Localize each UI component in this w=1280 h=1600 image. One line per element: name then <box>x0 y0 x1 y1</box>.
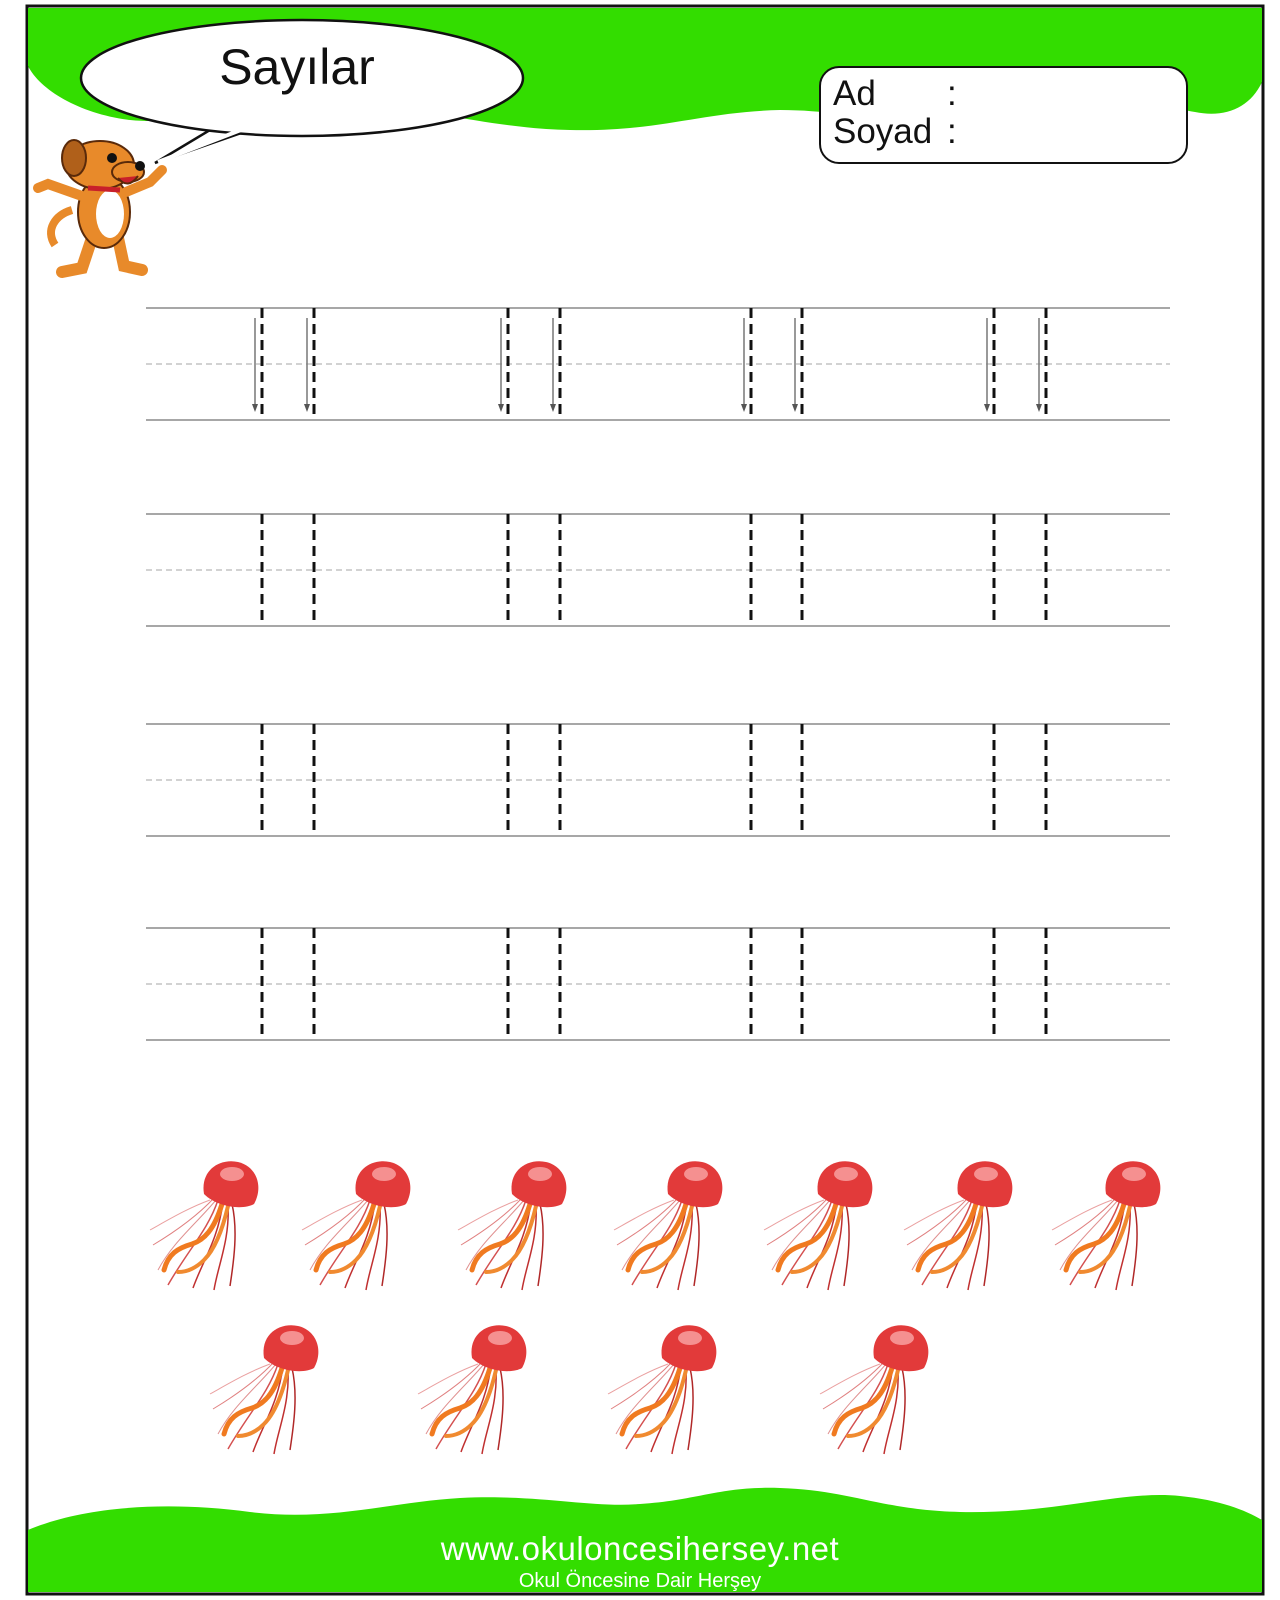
arrow-head-icon <box>741 404 747 412</box>
tracing-row <box>146 724 1170 836</box>
surname-label: Soyad <box>833 112 933 151</box>
name-colon: : <box>947 74 957 113</box>
jellyfish-icon <box>210 1325 318 1454</box>
tracing-row <box>146 928 1170 1040</box>
arrow-head-icon <box>550 404 556 412</box>
arrow-head-icon <box>304 404 310 412</box>
arrow-head-icon <box>792 404 798 412</box>
footer-url[interactable]: www.okuloncesihersey.net <box>440 1530 840 1567</box>
arrow-head-icon <box>984 404 990 412</box>
arrow-head-icon <box>498 404 504 412</box>
tracing-row <box>146 308 1170 420</box>
traceable-number-11[interactable] <box>252 308 314 420</box>
name-label: Ad <box>833 74 876 113</box>
footer-tagline: Okul Öncesine Dair Herşey <box>518 1570 762 1592</box>
jellyfish-icon <box>458 1161 566 1290</box>
traceable-number-11[interactable] <box>508 928 560 1040</box>
arrow-head-icon <box>1036 404 1042 412</box>
traceable-number-11[interactable] <box>508 514 560 626</box>
jellyfish-icon <box>820 1325 928 1454</box>
jellyfish-icon <box>904 1161 1012 1290</box>
arrow-head-icon <box>252 404 258 412</box>
jellyfish-icon <box>1052 1161 1160 1290</box>
jellyfish-icon <box>608 1325 716 1454</box>
tracing-row <box>146 514 1170 626</box>
jellyfish-icon <box>614 1161 722 1290</box>
traceable-number-11[interactable] <box>508 724 560 836</box>
jellyfish-icon <box>302 1161 410 1290</box>
page-title: Sayılar <box>219 39 375 95</box>
surname-colon: : <box>947 112 957 151</box>
jellyfish-icon <box>764 1161 872 1290</box>
jellyfish-icon <box>150 1161 258 1290</box>
jellyfish-icon <box>418 1325 526 1454</box>
